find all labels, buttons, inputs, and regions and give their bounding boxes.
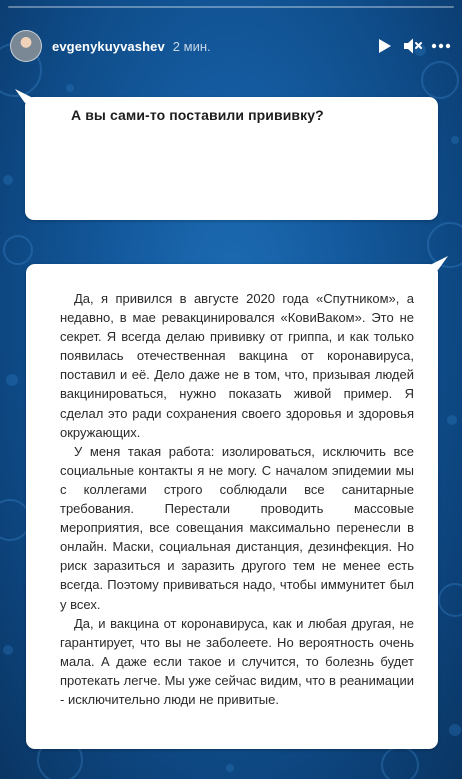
- answer-paragraph: Да, и вакцина от коронавируса, как и любая другая, не гарантирует, что вы не заболеете. Но вероятность очень мала. А даже если такое и случится, то болезнь будет протекать легче. Мы уже сейчас видим, что в реанимации - исключительно люди не привитые.: [60, 615, 414, 707]
- story-controls: [374, 35, 452, 57]
- bubble-tail-icon: [428, 256, 448, 270]
- question-text: А вы сами-то поставили прививку?: [71, 107, 324, 123]
- answer-bubble: [26, 264, 438, 749]
- avatar[interactable]: [10, 30, 42, 62]
- post-time: 2 мин.: [172, 38, 211, 54]
- answer-paragraph: Да, я привился в августе 2020 года «Спутником», а недавно, в мае ревакцинировался «КовиВаком». Это не секрет. Я всегда делаю прививку от гриппа, и как только появилась отечественная вакцина от коронавируса, поставил и её. Дело даже не в том, что, призывая людей вакцинироваться, нужно показать живой пример. Я сделал это ради сохранения своего здоровья и здоровья окружающих.: [60, 291, 414, 440]
- answer-paragraph: У меня такая работа: изолироваться, исключить все социальные контакты я не могу. С началом эпидемии мы с коллегами строго соблюдали все санитарные требования. Перестали проводить массовые мероприятия, все совещания максимально перенесли в онлайн. Маски, социальная дистанция, дезинфекция. Но риск заразиться и заразить другого тем не менее есть всегда. Поэтому прививаться надо, чтобы иммунитет был у всех.: [60, 443, 414, 612]
- story-progress-bar: [8, 6, 454, 8]
- answer-text: [60, 289, 414, 709]
- bubble-tail-icon: [15, 89, 35, 103]
- username[interactable]: evgenykuyvashev: [52, 38, 165, 54]
- mute-button[interactable]: [402, 35, 424, 57]
- speaker-muted-icon: [403, 37, 423, 55]
- more-button[interactable]: [430, 35, 452, 57]
- more-dots-icon: [431, 43, 451, 49]
- question-bubble: [25, 97, 438, 220]
- play-icon: [378, 38, 392, 54]
- play-button[interactable]: [374, 35, 396, 57]
- story-header: [10, 28, 452, 64]
